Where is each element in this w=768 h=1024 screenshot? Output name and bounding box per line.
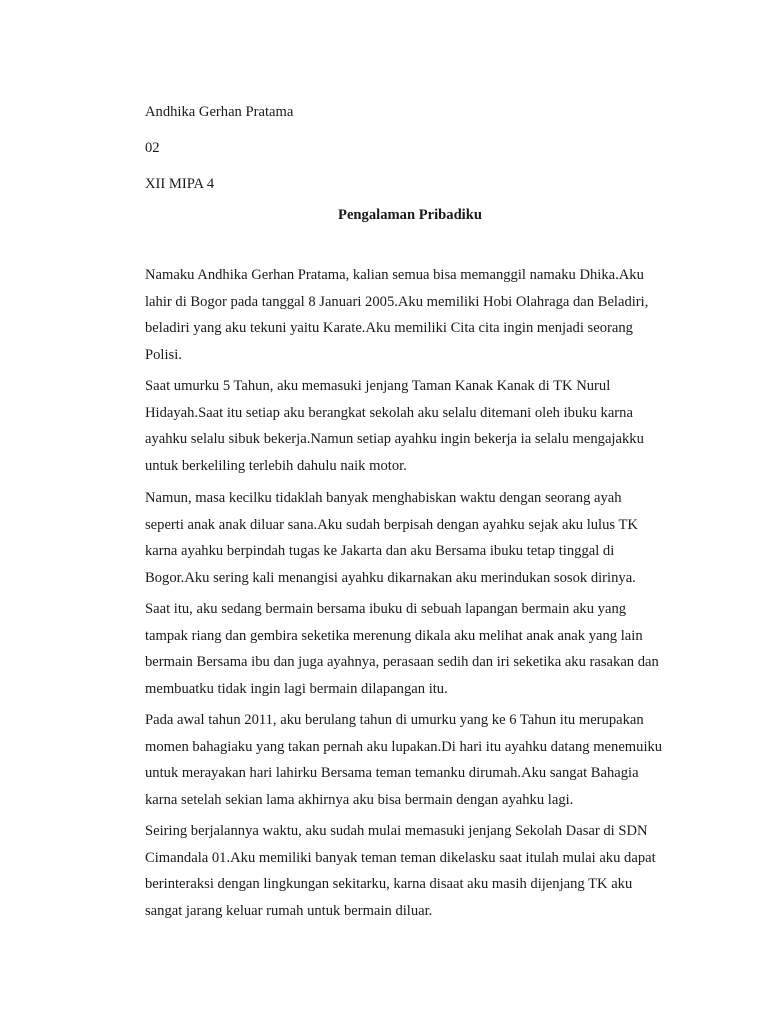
- paragraph-3: [145, 489, 705, 595]
- paragraph-1: [145, 266, 705, 372]
- paragraph-line: untuk merayakan hari lahirku Bersama teman temanku dirumah.Aku sangat Bahagia: [145, 765, 639, 781]
- paragraph-line: berinteraksi dengan lingkungan sekitarku, karna disaat aku masih dijenjang TK aku: [145, 876, 633, 892]
- paragraph-line: tampak riang dan gembira seketika merenung dikala aku melihat anak anak yang lain: [145, 627, 643, 644]
- student-number: 02: [145, 140, 160, 156]
- paragraph-line: karna ayahku berpindah tugas ke Jakarta dan aku Bersama ibuku tetap tinggal di: [145, 543, 615, 559]
- paragraph-line: Seiring berjalannya waktu, aku sudah mulai memasuki jenjang Sekolah Dasar di SDN: [145, 823, 648, 839]
- paragraph-line: Namaku Andhika Gerhan Pratama, kalian semua bisa memanggil namaku Dhika.Aku: [145, 267, 644, 283]
- paragraph-2: [145, 377, 705, 483]
- paragraph-line: bermain Bersama ibu dan juga ayahnya, perasaan sedih dan iri seketika aku rasakan dan: [145, 654, 659, 670]
- paragraph-line: ayahku selalu sibuk bekerja.Namun setiap ayahku ingin bekerja ia selalu mengajakku: [145, 431, 644, 447]
- author-name: Andhika Gerhan Pratama: [145, 104, 294, 120]
- paragraph-line: momen bahagiaku yang takan pernah aku lupakan.Di hari itu ayahku datang menemuiku: [145, 738, 663, 755]
- paragraph-line: lahir di Bogor pada tanggal 8 Januari 2005.Aku memiliki Hobi Olahraga dan Beladiri,: [145, 293, 649, 310]
- paragraph-line: Namun, masa kecilku tidaklah banyak menghabiskan waktu dengan seorang ayah: [145, 490, 622, 506]
- paragraph-line: untuk berkeliling terlebih dahulu naik motor.: [145, 457, 407, 474]
- paragraph-line: seperti anak anak diluar sana.Aku sudah berpisah dengan ayahku sejak aku lulus TK: [145, 516, 638, 533]
- document-title: Pengalaman Pribadiku: [338, 207, 482, 223]
- paragraph-4: [145, 600, 705, 706]
- paragraph-6: [145, 822, 705, 928]
- paragraph-5: [145, 711, 705, 817]
- paragraph-line: Hidayah.Saat itu setiap aku berangkat sekolah aku selalu ditemani oleh ibuku karna: [145, 404, 633, 421]
- class-name: XII MIPA 4: [145, 176, 215, 192]
- paragraph-line: sangat jarang keluar rumah untuk bermain diluar.: [145, 902, 433, 919]
- paragraph-line: Polisi.: [145, 346, 182, 363]
- paragraph-line: Saat itu, aku sedang bermain bersama ibuku di sebuah lapangan bermain aku yang: [145, 601, 627, 617]
- paragraph-line: Pada awal tahun 2011, aku berulang tahun di umurku yang ke 6 Tahun itu merupakan: [145, 712, 644, 728]
- paragraph-line: Bogor.Aku sering kali menangisi ayahku dikarnakan aku merindukan sosok dirinya.: [145, 569, 636, 586]
- paragraph-line: beladiri yang aku tekuni yaitu Karate.Aku memiliki Cita cita ingin menjadi seorang: [145, 320, 633, 336]
- paragraph-line: karna setelah sekian lama akhirnya aku bisa bermain dengan ayahku lagi.: [145, 791, 574, 808]
- paragraph-line: Cimandala 01.Aku memiliki banyak teman teman dikelasku saat itulah mulai aku dapat: [145, 849, 656, 866]
- paragraph-line: Saat umurku 5 Tahun, aku memasuki jenjang Taman Kanak Kanak di TK Nurul: [145, 378, 611, 394]
- paragraph-line: membuatku tidak ingin lagi bermain dilapangan itu.: [145, 680, 448, 697]
